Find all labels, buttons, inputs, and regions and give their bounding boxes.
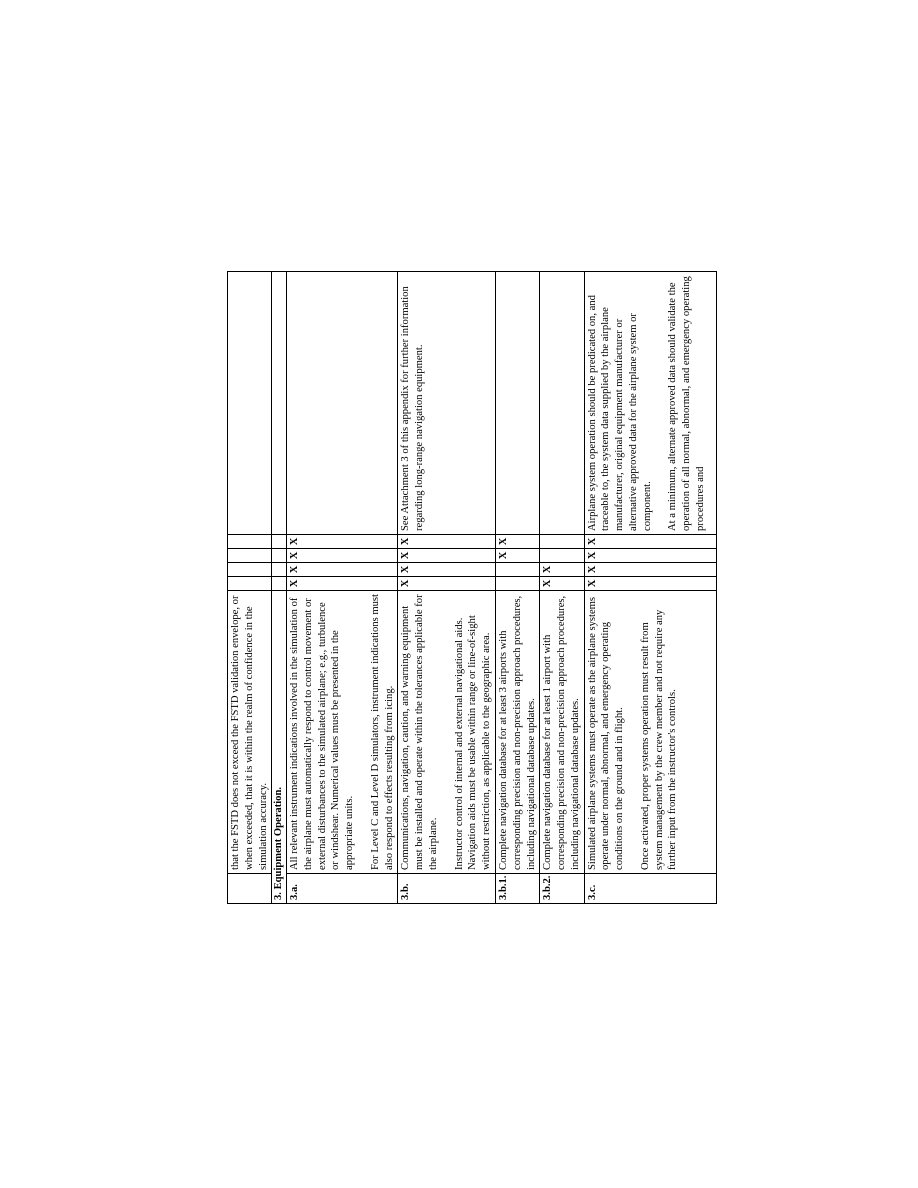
row-id: 3.b.1. [496, 874, 540, 904]
level-mark: X [287, 549, 398, 563]
level-mark: X [540, 563, 584, 577]
level-mark: X [398, 549, 496, 563]
level-mark: X [584, 549, 716, 563]
level-mark: X [584, 535, 716, 549]
section-title: 3. Equipment Operation. [272, 591, 287, 904]
requirement-text: Communications, navigation, caution, and warning equipment must be installed and operate within the tolerances applicable for the airplane. Instructor control of internal and external navigational aids. Navigation aids must be usable within range or line-of-sight without restriction, as applicable to the geographic area. [398, 591, 496, 874]
level-mark [540, 549, 584, 563]
level-mark: X [398, 563, 496, 577]
level-mark [540, 535, 584, 549]
id-cell [228, 874, 272, 904]
table-row [496, 272, 540, 904]
level-mark: X [398, 535, 496, 549]
level-mark: X [584, 563, 716, 577]
level-mark: X [398, 577, 496, 591]
requirement-text: Simulated airplane systems must operate as the airplane systems operate under normal, abnormal, and emergency operating conditions on the ground and in flight. Once activated, proper systems operation must result from system management by the crew member and not require any further input from the instructor's controls. [584, 591, 716, 874]
requirements-table [227, 271, 717, 904]
requirement-text: Complete navigation database for at least 1 airport with corresponding precision and non-precision approach procedures, including navigational database updates. [540, 591, 584, 874]
table-row [398, 272, 496, 904]
table-row [540, 272, 584, 904]
table-row [584, 272, 716, 904]
level-mark: X [287, 577, 398, 591]
level-mark: X [496, 535, 540, 549]
continuation-text: that the FSTD does not exceed the FSTD validation envelope, or when exceeded, that it is within the realm of confidence in the simulation accuracy. [228, 591, 272, 874]
notes-cell [540, 272, 584, 535]
section-header-row [272, 272, 287, 904]
level-mark: X [287, 563, 398, 577]
requirement-text: Complete navigation database for at least 3 airports with corresponding precision and non-precision approach procedures, including navigational database updates. [496, 591, 540, 874]
notes-cell [287, 272, 398, 535]
requirement-text: All relevant instrument indications involved in the simulation of the airplane must automatically respond to control movement or external disturbances to the simulated airplane; e.g., turbulence or windshear. Numerical values must be presented in the appropriate units. For Level C and Level D simulators, instrument indications must also respond to effects resulting from icing. [287, 591, 398, 874]
rotated-table-page [227, 272, 717, 904]
continuation-row [228, 272, 272, 904]
level-mark [496, 577, 540, 591]
notes-cell [496, 272, 540, 535]
notes-cell: See Attachment 3 of this appendix for further information regarding long-range navigation equipment. [398, 272, 496, 535]
notes-cell: Airplane system operation should be predicated on, and traceable to, the system data supplied by the airplane manufacturer, original equipment manufacturer or alternative approved data for the airplane system or component. At a minimum, alternate approved data should validate the operation of all normal, abnormal, and emergency operating procedures and [584, 272, 716, 535]
row-id: 3.c. [584, 874, 716, 904]
level-mark: X [287, 535, 398, 549]
row-id: 3.b.2. [540, 874, 584, 904]
level-mark [496, 563, 540, 577]
level-mark: X [540, 577, 584, 591]
level-mark: X [584, 577, 716, 591]
level-mark: X [496, 549, 540, 563]
table-row [287, 272, 398, 904]
row-id: 3.b. [398, 874, 496, 904]
row-id: 3.a. [287, 874, 398, 904]
